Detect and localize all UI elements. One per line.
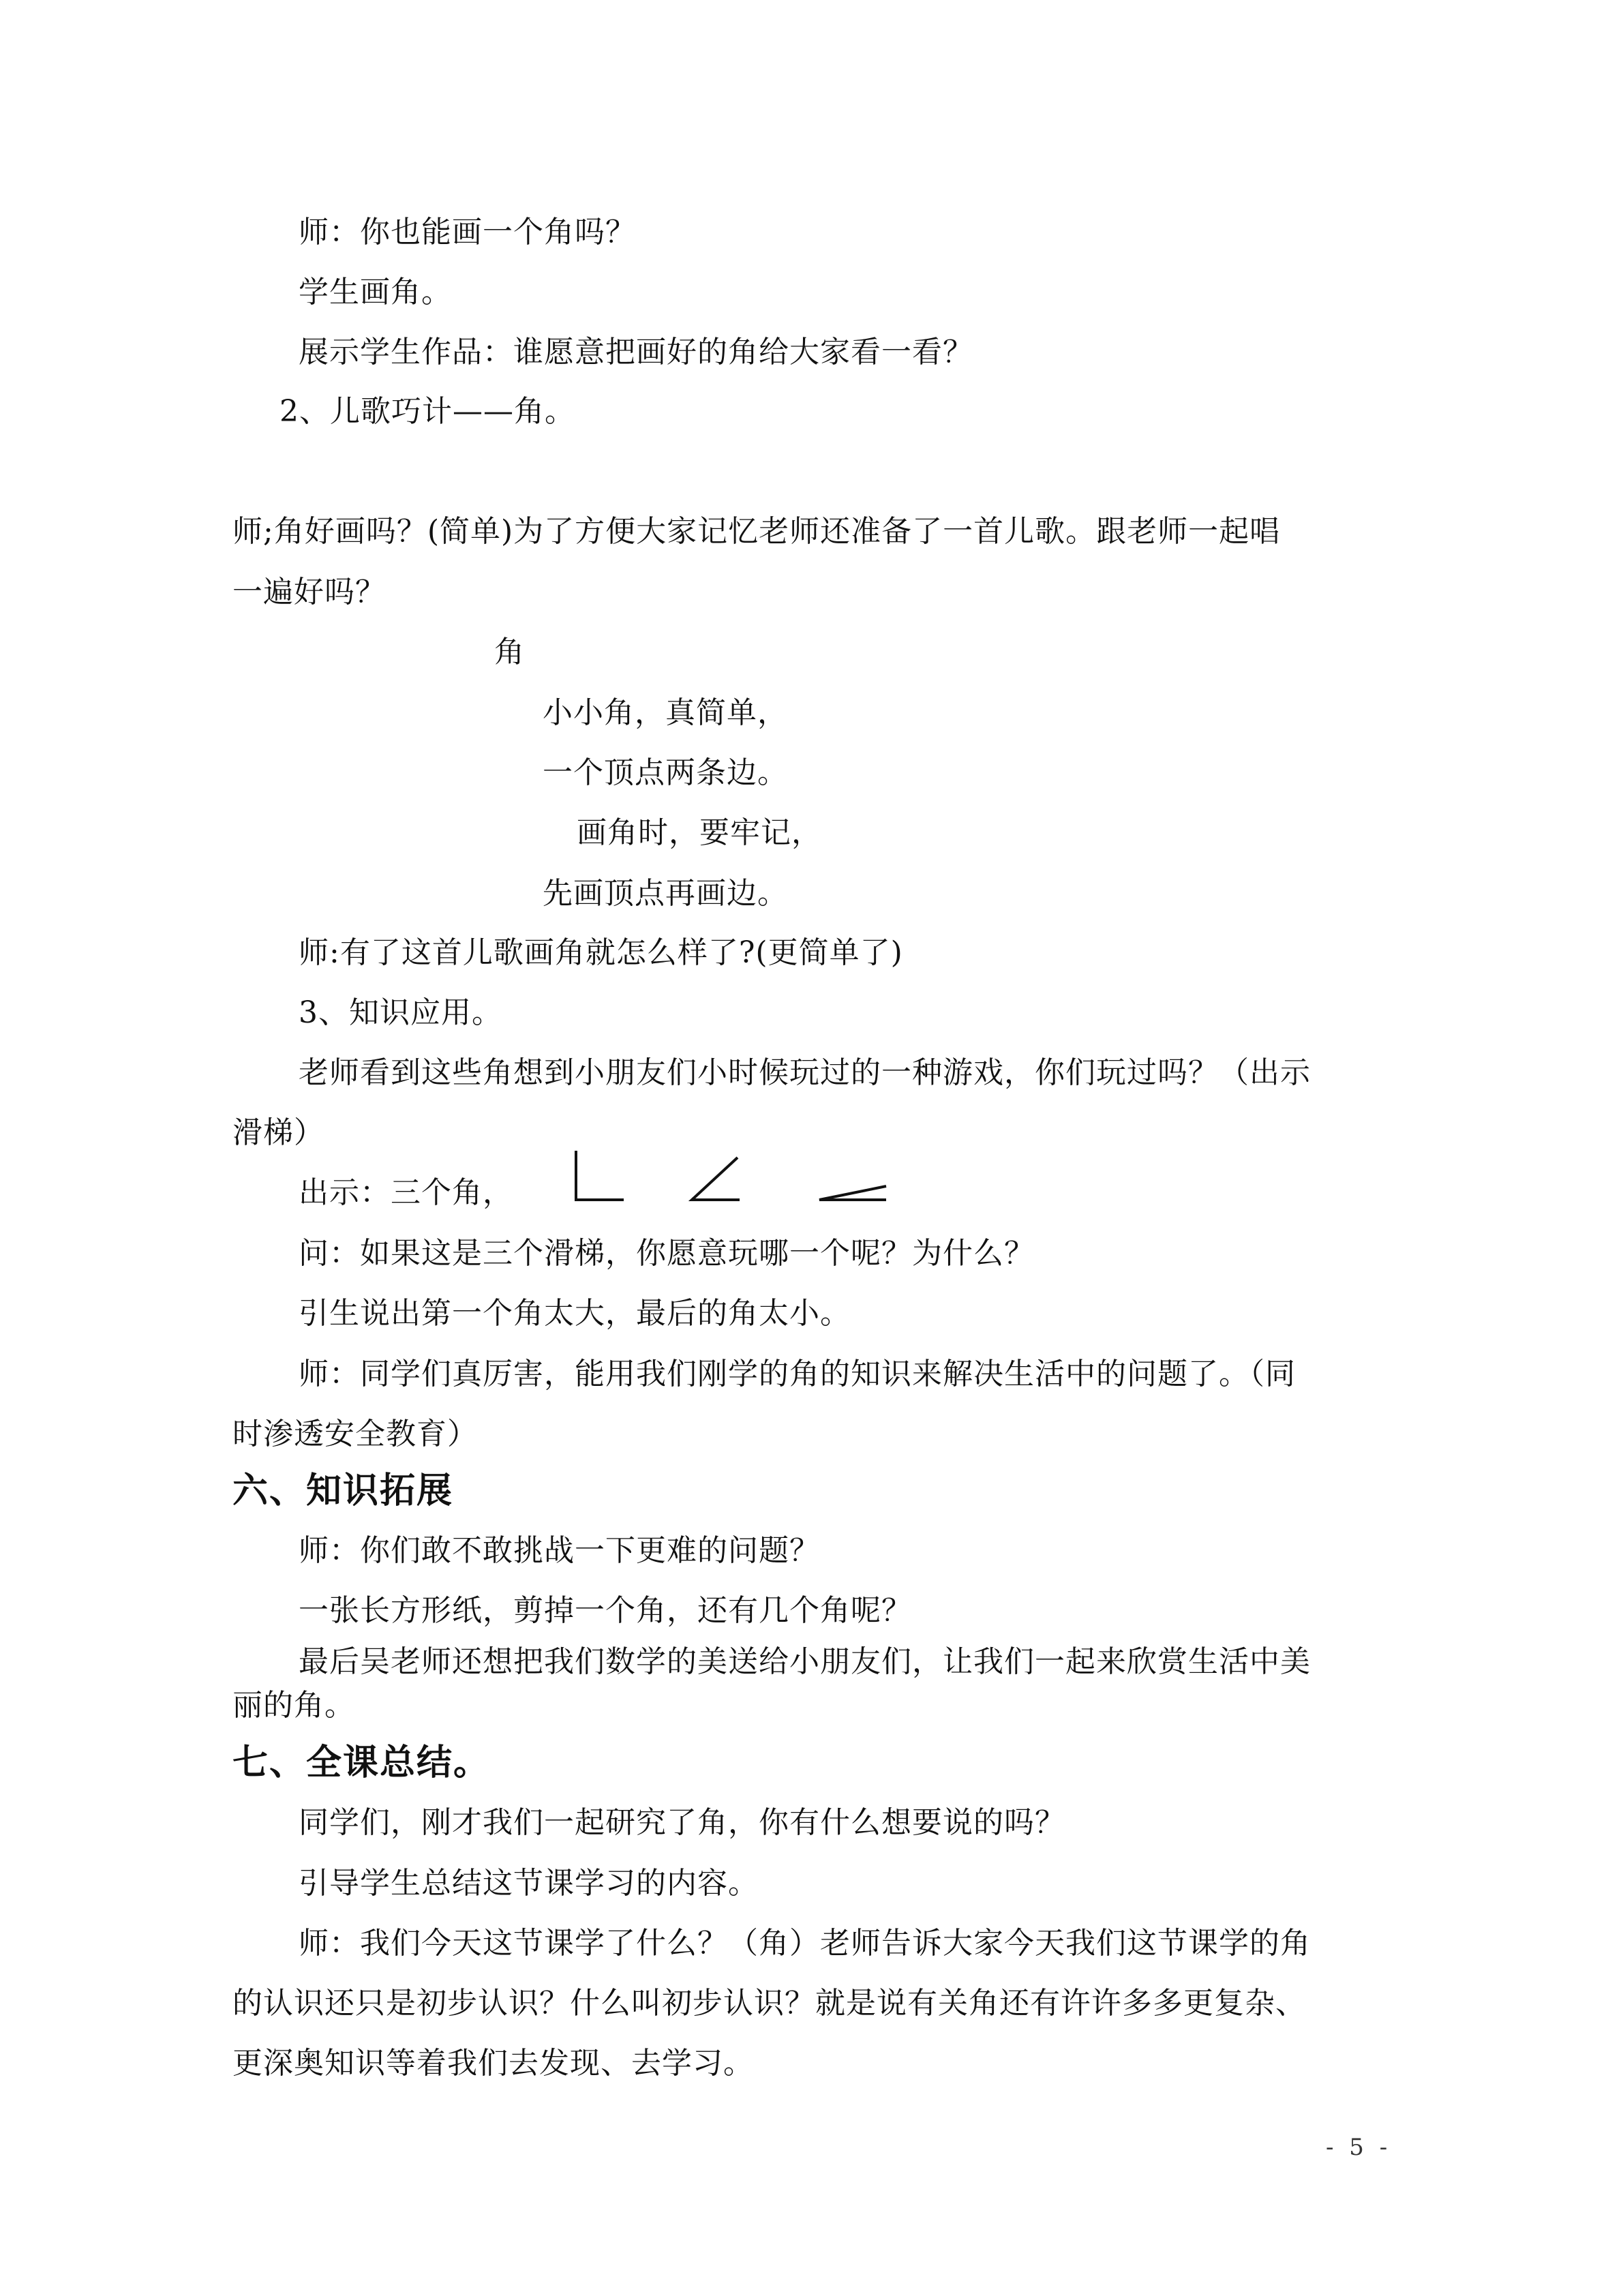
poem-line: 画角时，要牢记， [577, 815, 822, 850]
poem-title: 角 [494, 635, 525, 669]
section-heading: 七、全课总结。 [232, 1742, 491, 1783]
text-line: 一张长方形纸，剪掉一个角，还有几个角呢？ [299, 1593, 912, 1628]
page-number: - 5 - [1326, 2134, 1392, 2161]
text-line: 引生说出第一个角太大，最后的角太小。 [299, 1296, 851, 1331]
poem-line: 一个顶点两条边。 [543, 755, 788, 790]
three-angles-figure [559, 1145, 941, 1207]
text-line: 的认识还只是初步认识？什么叫初步认识？就是说有关角还有许许多多更复杂、 [232, 1986, 1306, 2021]
text-line: 引导学生总结这节课学习的内容。 [299, 1866, 759, 1901]
poem-line: 小小角，真简单， [543, 695, 788, 730]
text-line: 同学们，刚才我们一起研究了角，你有什么想要说的吗？ [299, 1805, 1065, 1840]
text-line: 更深奥知识等着我们去发现、去学习。 [232, 2046, 754, 2081]
text-line: 最后吴老师还想把我们数学的美送给小朋友们，让我们一起来欣赏生活中美 [299, 1644, 1311, 1679]
medium-angle-icon [692, 1158, 740, 1200]
text-line: 师;角好画吗？(简单)为了方便大家记忆老师还准备了一首儿歌。跟老师一起唱 [232, 514, 1281, 549]
text-line: 2、儿歌巧计——角。 [279, 394, 575, 429]
text-line: 师:有了这首儿歌画角就怎么样了?(更简单了) [299, 935, 903, 970]
text-line: 老师看到这些角想到小朋友们小时候玩过的一种游戏，你们玩过吗？（出示 [299, 1055, 1311, 1090]
text-line: 问：如果这是三个滑梯，你愿意玩哪一个呢？为什么？ [299, 1236, 1035, 1271]
large-angle-icon [576, 1151, 624, 1200]
section-heading: 六、知识拓展 [232, 1470, 454, 1511]
text-line: 时渗透安全教育） [232, 1417, 478, 1451]
text-line: 一遍好吗？ [232, 575, 386, 609]
text-line: 学生画角。 [299, 275, 452, 309]
text-line: 3、知识应用。 [299, 995, 502, 1030]
text-line: 师：我们今天这节课学了什么？（角）老师告诉大家今天我们这节课学的角 [299, 1926, 1311, 1961]
text-line: 师：你也能画一个角吗？ [299, 215, 636, 250]
text-line: 展示学生作品：谁愿意把画好的角给大家看一看？ [299, 335, 973, 369]
text-line: 出示：三个角， [299, 1175, 513, 1210]
text-line: 滑梯） [232, 1115, 324, 1150]
text-line: 丽的角。 [232, 1688, 355, 1723]
poem-line: 先画顶点再画边。 [543, 876, 788, 911]
text-line: 师：你们敢不敢挑战一下更难的问题？ [299, 1533, 820, 1568]
text-line: 师：同学们真厉害，能用我们刚学的角的知识来解决生活中的问题了。（同 [299, 1357, 1296, 1391]
small-angle-icon [819, 1186, 886, 1200]
